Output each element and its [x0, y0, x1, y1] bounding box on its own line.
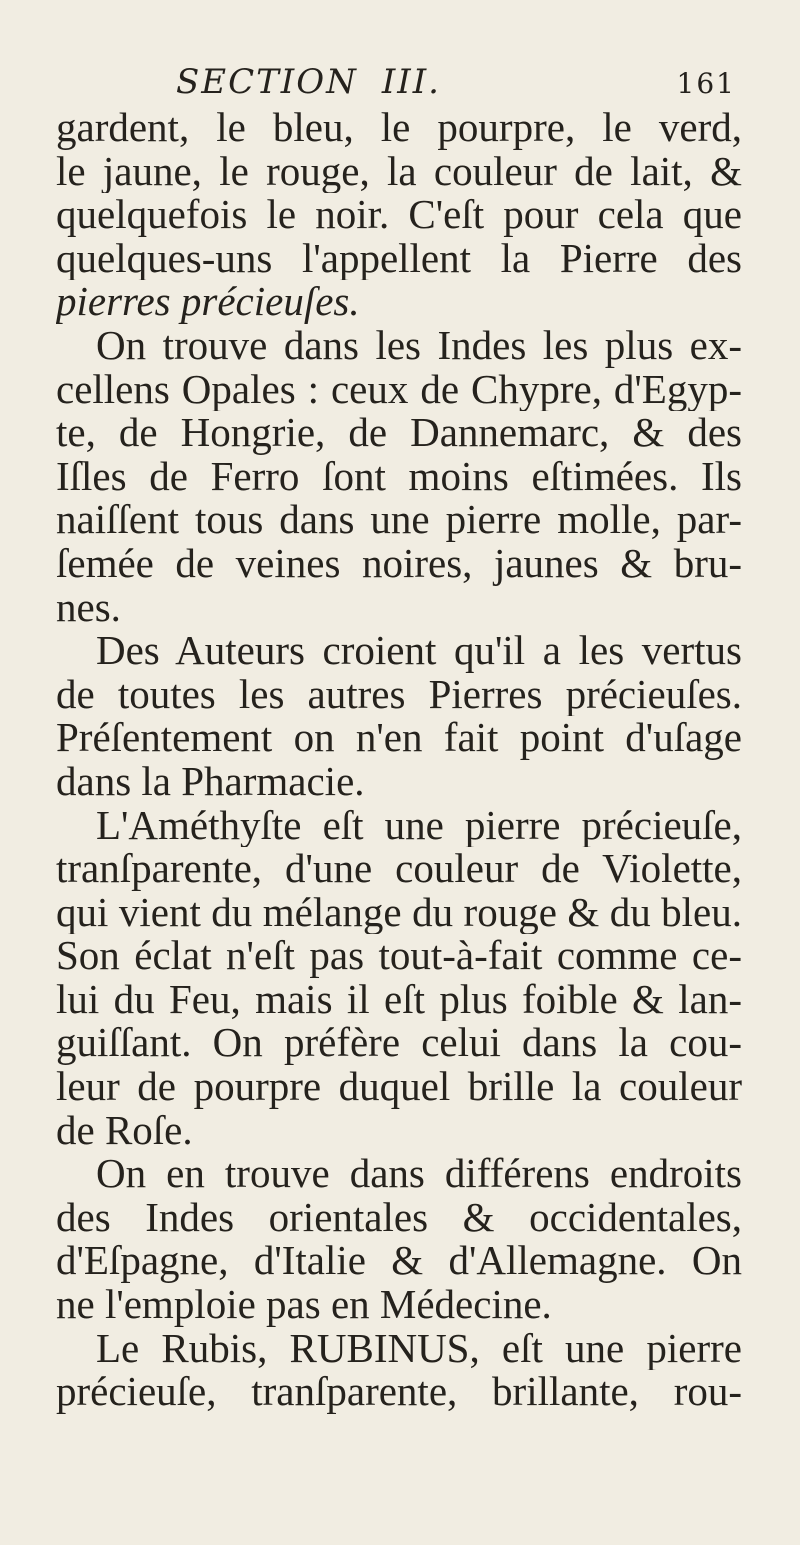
text-line: de Roſe. — [56, 1108, 193, 1153]
text-line: quelques-uns l'appellent la Pierre des — [56, 236, 742, 281]
text-line: Le Rubis, RUBINUS, eſt une pierre — [96, 1326, 742, 1371]
text-line: Préſentement on n'en fait point d'uſage — [56, 716, 742, 760]
text-line: On en trouve dans différens endroits — [96, 1152, 742, 1196]
page-number: 161 — [676, 67, 736, 100]
text-line: ſemée de veines noires, jaunes & bru- — [56, 541, 742, 586]
text-line: d'Eſpagne, d'Italie & d'Allemagne. On — [56, 1239, 742, 1284]
text-line: te, de Hongrie, de Dannemarc, & des — [56, 411, 742, 455]
text-line: tranſparente, d'une couleur de Violette, — [56, 847, 742, 891]
section-number: III. — [381, 62, 441, 102]
text-line: pierres précieuſes. — [56, 280, 360, 324]
text-line: leur de pourpre duquel brille la couleur — [56, 1065, 742, 1109]
text-line: ne l'emploie pas en Médecine. — [56, 1283, 552, 1327]
text-line: lui du Feu, mais il eſt plus foible & lan- — [56, 977, 742, 1022]
text-line: qui vient du mélange du rouge & du bleu. — [56, 890, 742, 935]
text-line: cellens Opales : ceux de Chypre, d'Egyp- — [56, 367, 742, 412]
text-line: précieuſe, tranſparente, brillante, rou- — [56, 1370, 742, 1414]
running-header — [56, 62, 742, 106]
text-line: naiſſent tous dans une pierre molle, par- — [56, 498, 742, 542]
text-line: de toutes les autres Pierres précieuſes. — [56, 672, 742, 717]
text-line: nes. — [56, 585, 121, 630]
text-line: des Indes orientales & occidentales, — [56, 1195, 742, 1240]
text-line: Son éclat n'eſt pas tout-à-fait comme ce- — [56, 934, 742, 978]
text-line: quelquefois le noir. C'eſt pour cela que — [56, 193, 742, 237]
text-line: guiſſant. On préfère celui dans la cou- — [56, 1021, 742, 1066]
section-heading: SECTION — [176, 62, 358, 102]
text-line: gardent, le bleu, le pourpre, le verd, — [56, 106, 742, 150]
text-line: dans la Pharmacie. — [56, 759, 365, 804]
text-line: Iſles de Ferro ſont moins eſtimées. Ils — [56, 454, 742, 499]
text-line: On trouve dans les Indes les plus ex- — [96, 323, 742, 368]
text-line: Des Auteurs croient qu'il a les vertus — [96, 629, 742, 673]
text-line: le jaune, le rouge, la couleur de lait, & — [56, 149, 742, 194]
body-text — [56, 106, 742, 1414]
text-line: L'Améthyſte eſt une pierre précieuſe, — [96, 803, 742, 848]
